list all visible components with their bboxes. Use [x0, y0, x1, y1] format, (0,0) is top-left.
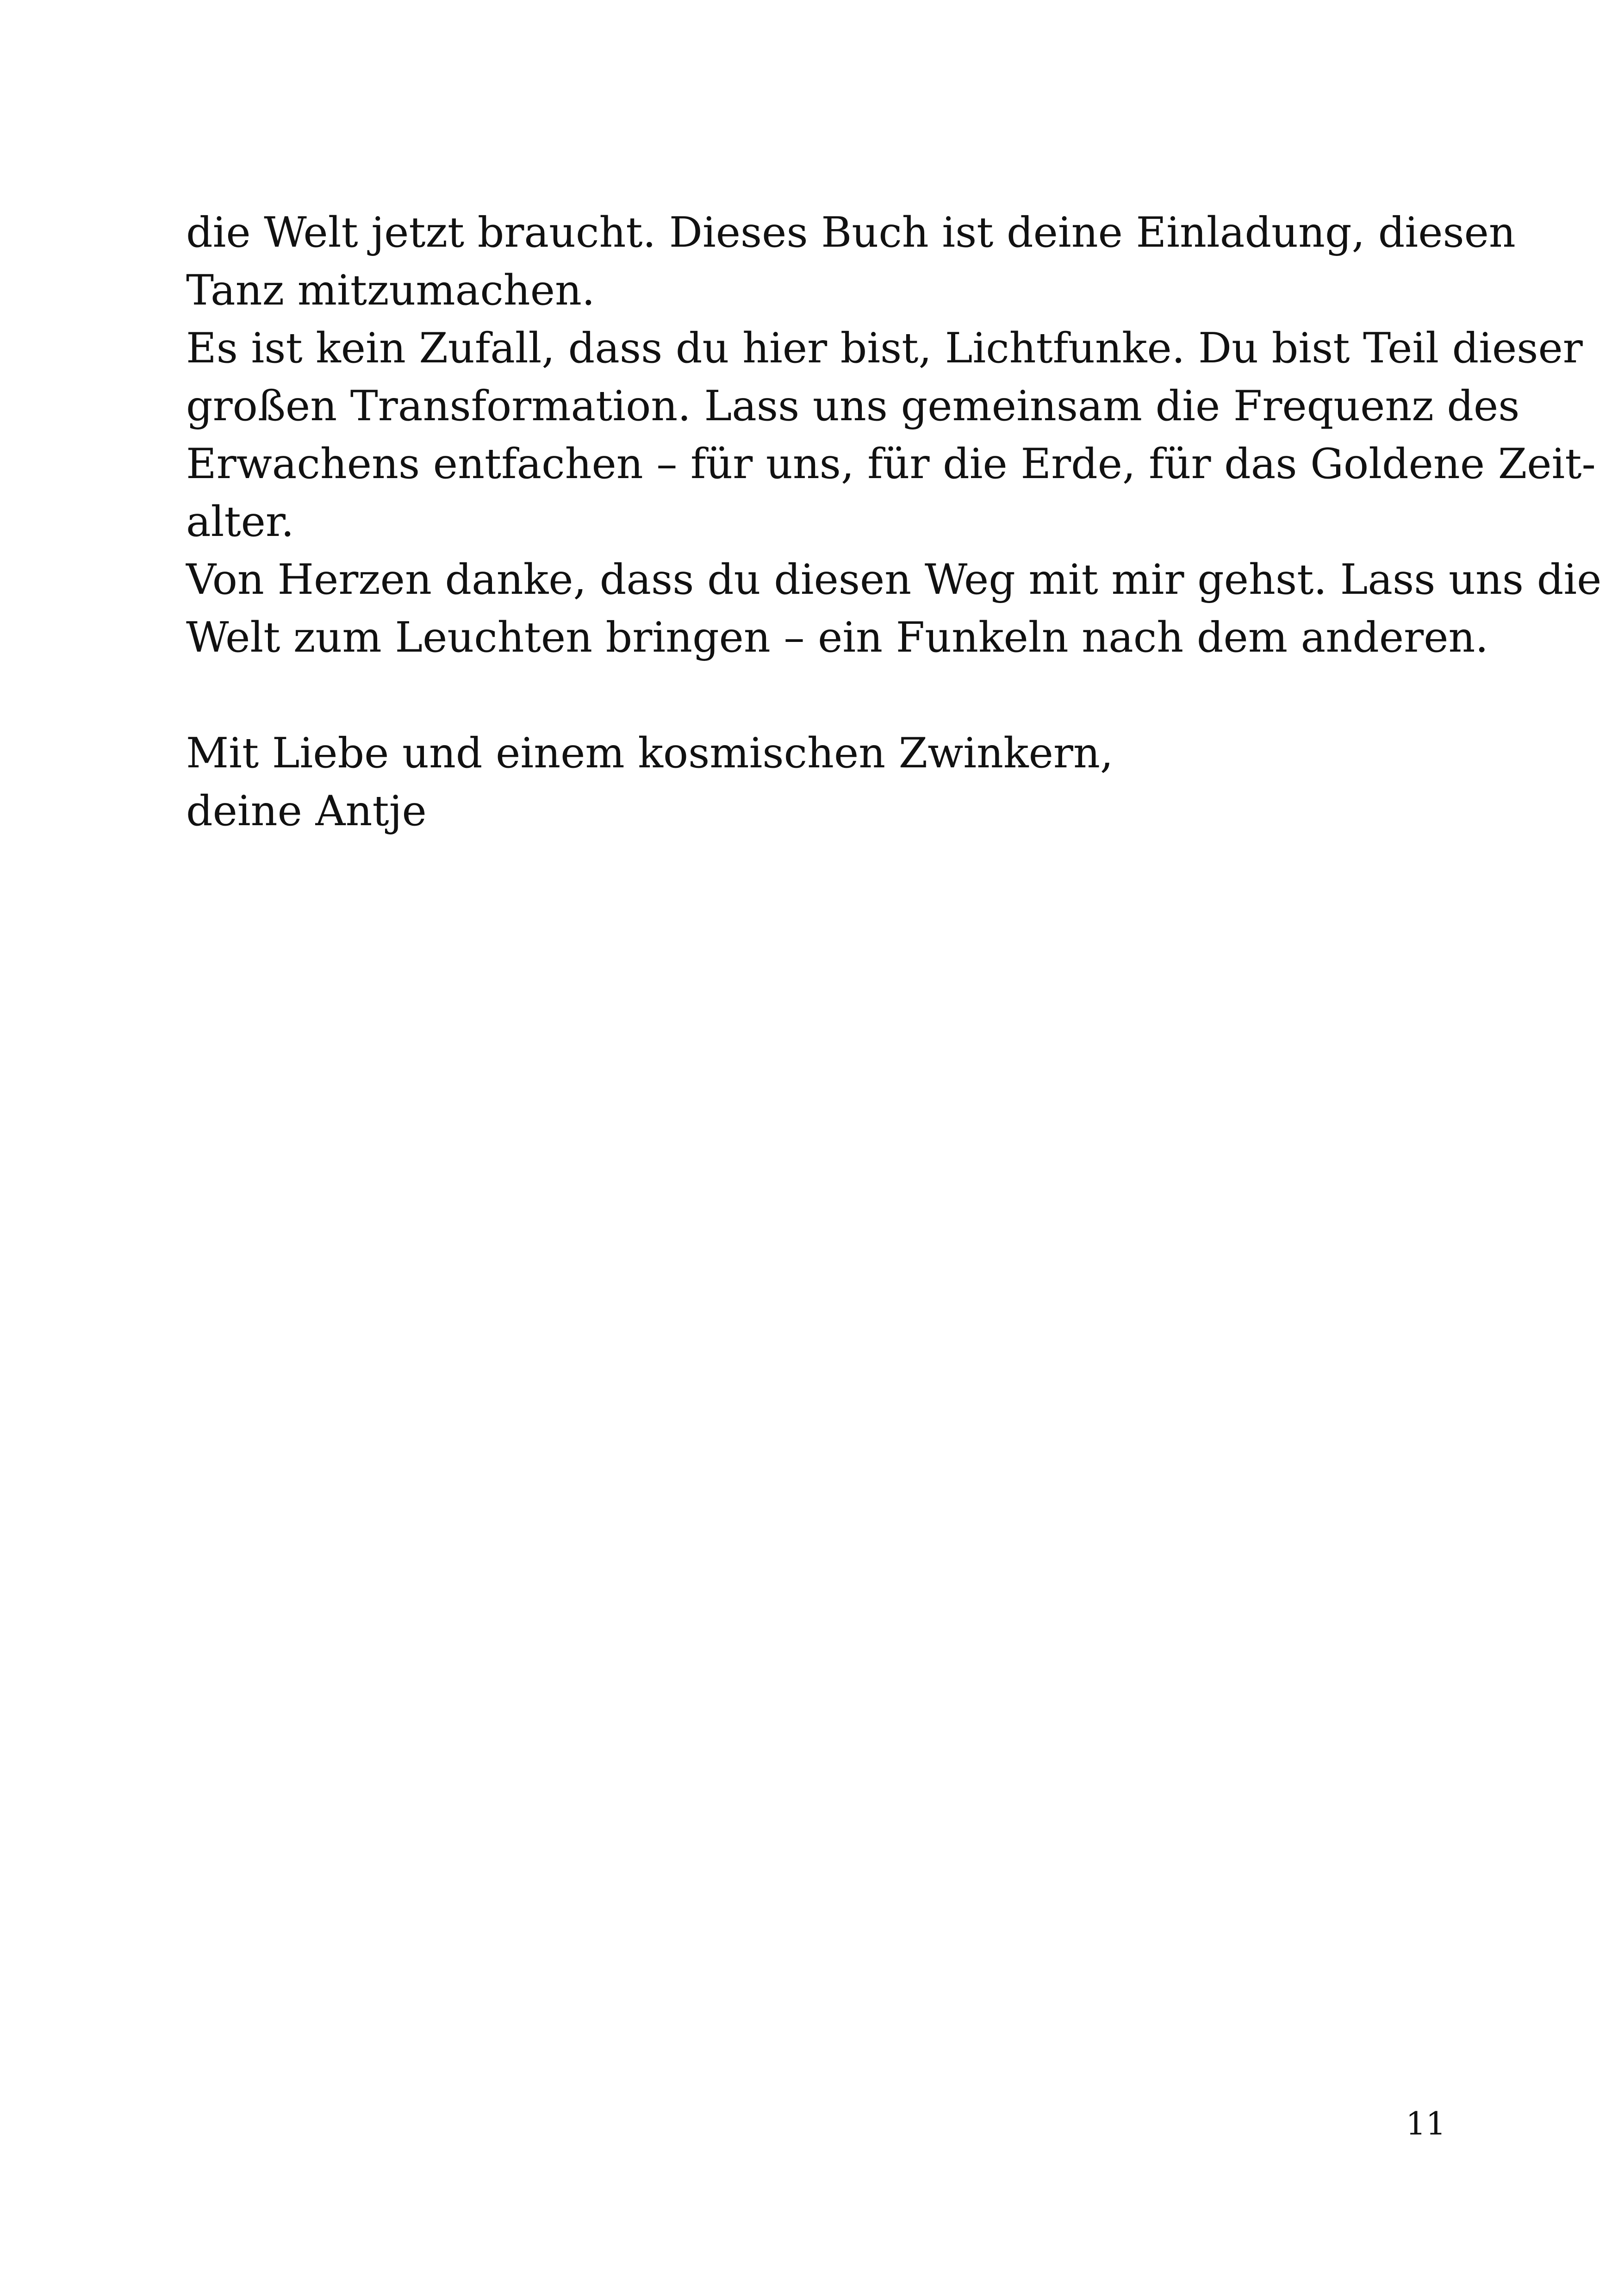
page-number: 11 — [1406, 2106, 1446, 2142]
text-line: Tanz mitzumachen. — [186, 266, 595, 315]
text-line: die Welt jetzt braucht. Dieses Buch ist deine Einladung, diesen — [186, 208, 1516, 257]
text-line: Von Herzen danke, dass du diesen Weg mit mir gehst. Lass uns die — [186, 555, 1602, 604]
text-line: alter. — [186, 498, 294, 546]
text-line: Erwachens entfachen – für uns, für die Erde, für das Goldene Zeit- — [186, 440, 1596, 488]
paragraph-spacer — [186, 666, 1446, 724]
text-line: Es ist kein Zufall, dass du hier bist, Lichtfunke. Du bist Teil dieser — [186, 324, 1583, 373]
text-line: großen Transformation. Lass uns gemeinsam die Frequenz des — [186, 382, 1520, 430]
closing-greeting: Mit Liebe und einem kosmischen Zwinkern, — [186, 729, 1114, 778]
body-text — [186, 204, 1602, 840]
text-line: Welt zum Leuchten bringen – ein Funkeln nach dem anderen. — [186, 613, 1489, 662]
signature: deine Antje — [186, 787, 427, 835]
